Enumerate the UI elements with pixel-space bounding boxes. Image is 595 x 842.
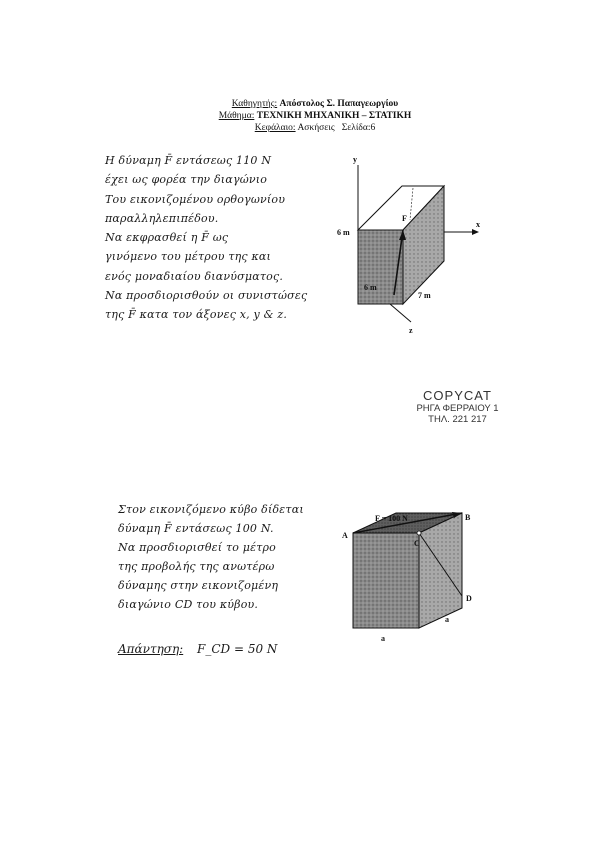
chapter-label: Κεφάλαιο: xyxy=(254,123,296,133)
stamp-title: COPYCAT xyxy=(423,388,492,403)
answer-label: Απάντηση: xyxy=(118,642,184,656)
force-label: F xyxy=(402,214,407,223)
problem2-line: Στον εικονιζόμενο κύβο δίδεται xyxy=(118,503,304,516)
side-a-bottom: a xyxy=(381,634,385,643)
answer-line xyxy=(118,642,277,656)
course-label: Μάθημα: xyxy=(218,111,255,121)
problem1-line: έχει ως φορέα την διαγώνιο xyxy=(105,173,268,187)
teacher-label: Καθηγητής: xyxy=(231,99,278,109)
label-a: A xyxy=(342,531,348,540)
problem1-line: Η δύναμη F̄ εντάσεως 110 N xyxy=(105,154,272,167)
width-label: 7 m xyxy=(418,291,431,300)
cube-figure xyxy=(342,512,472,643)
problem2-line: διαγώνιο CD του κύβου. xyxy=(118,598,259,611)
problem1-line: Να εκφρασθεί η F̄ ως xyxy=(105,231,229,245)
problem2-line: Να προσδιορισθεί το μέτρο xyxy=(118,541,276,554)
problem1-line: παραλληλεπιπέδου. xyxy=(105,211,219,225)
problem1-line: γινόμενο του μέτρου της και xyxy=(105,250,272,264)
box-front-face xyxy=(358,230,403,304)
axis-x-label: x xyxy=(476,220,480,229)
answer-value: F_CD = 50 N xyxy=(197,642,278,656)
problem1-line: της F̄ κατα τον άξονες x, y & z. xyxy=(105,308,288,322)
problem1-line: Του εικονιζομένου ορθογωνίου xyxy=(105,192,286,206)
label-c: C xyxy=(414,539,420,548)
problem2-line: της προβολής της ανωτέρω xyxy=(118,560,275,573)
course-name: ΤΕΧΝΙΚΗ ΜΗΧΑΝΙΚΗ – ΣΤΑΤΙΚΗ xyxy=(256,111,412,121)
problem2-text xyxy=(118,500,304,614)
stamp-address: ΡΗΓΑ ΦΕΡΡΑΙΟΥ 1 xyxy=(416,403,499,414)
height-label: 6 m xyxy=(337,228,350,237)
stamp-phone: ΤΗΛ. 221 217 xyxy=(428,414,487,425)
depth-label: 6 m xyxy=(364,283,377,292)
problem1-line: Να προσδιορισθούν οι συνιστώσες xyxy=(105,289,308,303)
force-value-label: F = 100 N xyxy=(375,514,408,523)
copy-shop-stamp xyxy=(400,388,515,425)
point-c xyxy=(417,531,421,535)
problem2-line: δύναμης στην εικονιζομένη xyxy=(118,579,279,592)
problem2-line: δύναμη F̄ εντάσεως 100 N. xyxy=(118,522,274,535)
box-figure xyxy=(337,155,480,335)
axis-y-label: y xyxy=(353,155,357,164)
x-axis-arrow xyxy=(472,229,479,235)
label-d: D xyxy=(466,594,472,603)
side-a-right: a xyxy=(445,615,449,624)
axis-z-label: z xyxy=(409,326,413,335)
teacher-name: Απόστολος Σ. Παπαγεωργίου xyxy=(279,99,399,109)
label-b: B xyxy=(465,513,471,522)
page-number: Σελίδα:6 xyxy=(341,123,376,133)
cube-side-face xyxy=(419,513,462,628)
problem1-line: ενός μοναδιαίου διανύσματος. xyxy=(105,269,284,283)
chapter-name: Ασκήσεις xyxy=(297,123,335,133)
cube-front-face xyxy=(353,533,419,628)
z-axis xyxy=(390,304,411,322)
